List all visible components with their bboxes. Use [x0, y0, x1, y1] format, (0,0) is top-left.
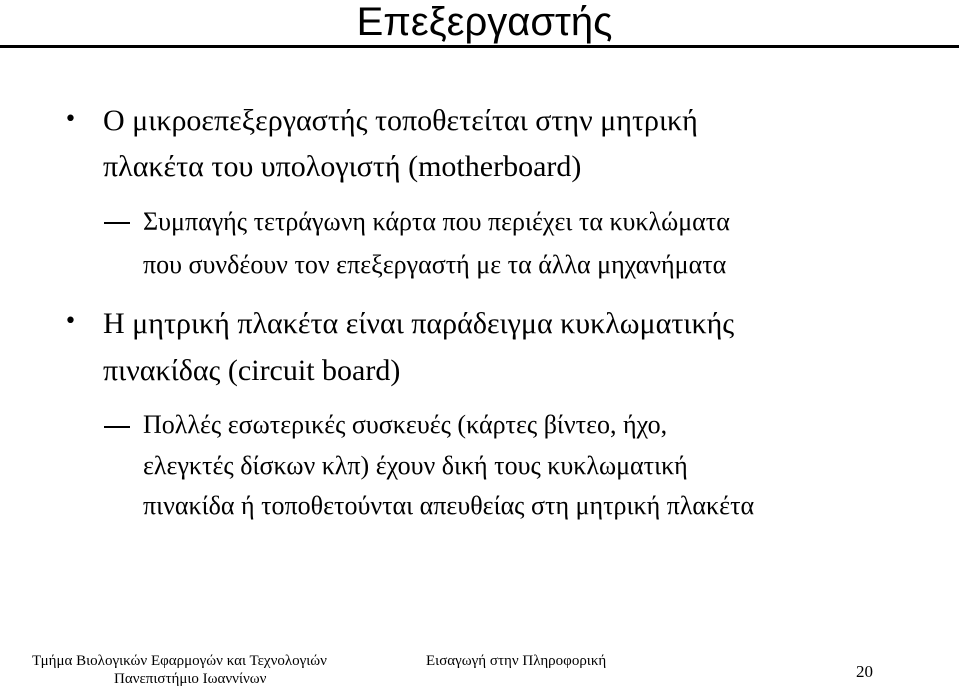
- sub-bullet-text-line: που συνδέουν τον επεξεργαστή με τα άλλα μηχανήματα: [143, 250, 727, 279]
- bullet-text-line: πινακίδας (circuit board): [103, 354, 401, 387]
- bullet-text-line: πλακέτα του υπολογιστή (motherboard): [103, 150, 582, 183]
- slide-title: Επεξεργαστής: [356, 0, 613, 44]
- sub-bullet-dash: [104, 222, 130, 224]
- footer-university: Πανεπιστήμιο Ιωαννίνων: [114, 671, 267, 687]
- sub-bullet-text-line: πινακίδα ή τοποθετούνται απευθείας στη μητρική πλακέτα: [143, 491, 755, 520]
- bullet-text-line: Ο μικροεπεξεργαστής τοποθετείται στην μητρική: [103, 104, 698, 137]
- bullet-dot: •: [64, 107, 77, 132]
- bullet-dot: •: [64, 309, 77, 334]
- page-number: 20: [856, 662, 873, 681]
- sub-bullet-text-line: Πολλές εσωτερικές συσκευές (κάρτες βίντεο, ήχο,: [143, 410, 668, 439]
- sub-bullet-text-line: Συμπαγής τετράγωνη κάρτα που περιέχει τα κυκλώματα: [143, 207, 730, 236]
- footer-course: Εισαγωγή στην Πληροφορική: [426, 653, 607, 669]
- sub-bullet-text-line: ελεγκτές δίσκων κλπ) έχουν δική τους κυκλωματική: [143, 451, 688, 480]
- sub-bullet-dash: [104, 426, 130, 428]
- footer-department: Τμήμα Βιολογικών Εφαρμογών και Τεχνολογιών: [32, 653, 327, 669]
- bullet-text-line: Η μητρική πλακέτα είναι παράδειγμα κυκλωματικής: [103, 307, 735, 340]
